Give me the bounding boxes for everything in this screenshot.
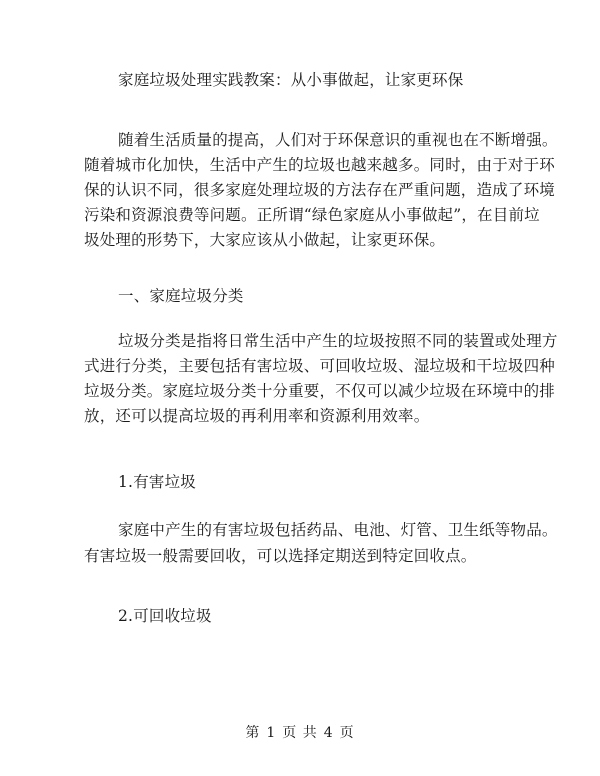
document-title: 家庭垃圾处理实践教案：从小事做起，让家更环保 <box>118 71 464 89</box>
section1-line-1: 垃圾分类是指将日常生活中产生的垃圾按照不同的装置或处理方 <box>118 332 558 350</box>
section1-line-3: 垃圾分类。家庭垃圾分类十分重要，不仅可以减少垃圾在环境中的排 <box>84 382 556 400</box>
intro-line-3: 保的认识不同，很多家庭处理垃圾的方法存在严重问题，造成了环境 <box>84 181 556 199</box>
section-heading-classification: 一、家庭垃圾分类 <box>118 287 244 305</box>
section1-line-4: 放，还可以提高垃圾的再利用率和资源利用效率。 <box>84 407 430 425</box>
section1-line-2: 式进行分类，主要包括有害垃圾、可回收垃圾、湿垃圾和干垃圾四种 <box>84 357 556 375</box>
page-prefix: 第 <box>245 725 261 741</box>
intro-line-5: 圾处理的形势下，大家应该从小做起，让家更环保。 <box>84 231 446 249</box>
sub1-line-2: 有害垃圾一般需要回收，可以选择定期送到特定回收点。 <box>84 547 477 565</box>
sub1-line-1: 家庭中产生的有害垃圾包括药品、电池、灯管、卫生纸等物品。 <box>118 521 558 539</box>
page-suffix: 页 <box>339 725 355 741</box>
page-number-current: 1 <box>266 725 277 741</box>
intro-line-4: 污染和资源浪费等问题。正所谓“绿色家庭从小事做起”，在目前垃 <box>84 206 540 224</box>
subheading-hazardous-waste: 1.有害垃圾 <box>118 473 196 491</box>
page-number-total: 4 <box>323 725 334 741</box>
page-mid: 页 共 <box>282 725 318 741</box>
intro-line-2: 随着城市化加快，生活中产生的垃圾也越来越多。同时，由于对于环 <box>84 156 556 174</box>
page-footer <box>0 722 600 742</box>
intro-line-1: 随着生活质量的提高，人们对于环保意识的重视也在不断增强。 <box>118 131 558 149</box>
subheading-recyclable-waste: 2.可回收垃圾 <box>118 607 212 625</box>
